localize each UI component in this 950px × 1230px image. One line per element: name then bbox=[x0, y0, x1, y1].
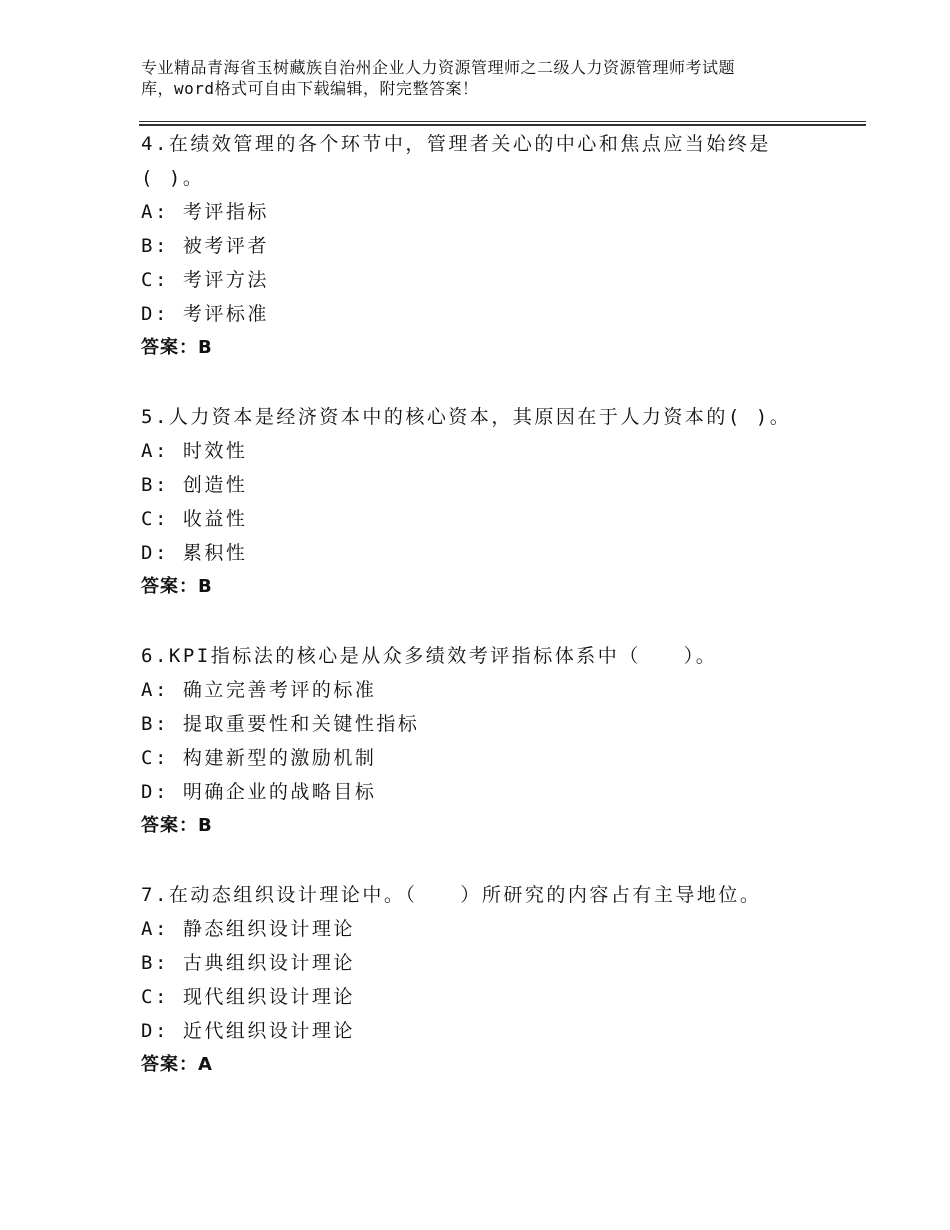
option-a: A: 时效性 bbox=[141, 440, 248, 462]
header-line-2: 库，word格式可自由下载编辑，附完整答案！ bbox=[141, 79, 479, 98]
option-c: C: 收益性 bbox=[141, 508, 248, 530]
option-b: B: 提取重要性和关键性指标 bbox=[141, 713, 420, 735]
question-6 bbox=[141, 639, 841, 843]
option-a: A: 静态组织设计理论 bbox=[141, 918, 355, 940]
header-divider-thin bbox=[139, 121, 866, 122]
option-b: B: 古典组织设计理论 bbox=[141, 952, 355, 974]
answer-label: 答案：A bbox=[141, 1054, 213, 1075]
option-d: D: 考评标准 bbox=[141, 303, 269, 325]
option-c: C: 构建新型的激励机制 bbox=[141, 747, 377, 769]
question-stem: 4.在绩效管理的各个环节中，管理者关心的中心和焦点应当始终是 bbox=[141, 133, 771, 155]
header-divider-thick bbox=[139, 124, 866, 126]
question-5 bbox=[141, 400, 841, 604]
option-c: C: 考评方法 bbox=[141, 269, 269, 291]
question-4 bbox=[141, 127, 841, 365]
question-stem: 5.人力资本是经济资本中的核心资本，其原因在于人力资本的( )。 bbox=[141, 406, 792, 428]
question-stem: 7.在动态组织设计理论中。（ ）所研究的内容占有主导地位。 bbox=[141, 884, 762, 906]
question-stem-continued: ( )。 bbox=[141, 167, 205, 189]
question-7 bbox=[141, 878, 841, 1082]
option-d: D: 明确企业的战略目标 bbox=[141, 781, 377, 803]
option-d: D: 累积性 bbox=[141, 542, 248, 564]
option-a: A: 确立完善考评的标准 bbox=[141, 679, 377, 701]
answer-label: 答案：B bbox=[141, 815, 213, 836]
header-line-1: 专业精品青海省玉树藏族自治州企业人力资源管理师之二级人力资源管理师考试题 bbox=[141, 58, 736, 77]
question-stem: 6.KPI指标法的核心是从众多绩效考评指标体系中（ ）。 bbox=[141, 645, 718, 667]
document-header bbox=[141, 57, 831, 99]
option-c: C: 现代组织设计理论 bbox=[141, 986, 355, 1008]
answer-label: 答案：B bbox=[141, 337, 213, 358]
option-a: A: 考评指标 bbox=[141, 201, 269, 223]
option-b: B: 被考评者 bbox=[141, 235, 269, 257]
option-b: B: 创造性 bbox=[141, 474, 248, 496]
answer-label: 答案：B bbox=[141, 576, 213, 597]
option-d: D: 近代组织设计理论 bbox=[141, 1020, 355, 1042]
